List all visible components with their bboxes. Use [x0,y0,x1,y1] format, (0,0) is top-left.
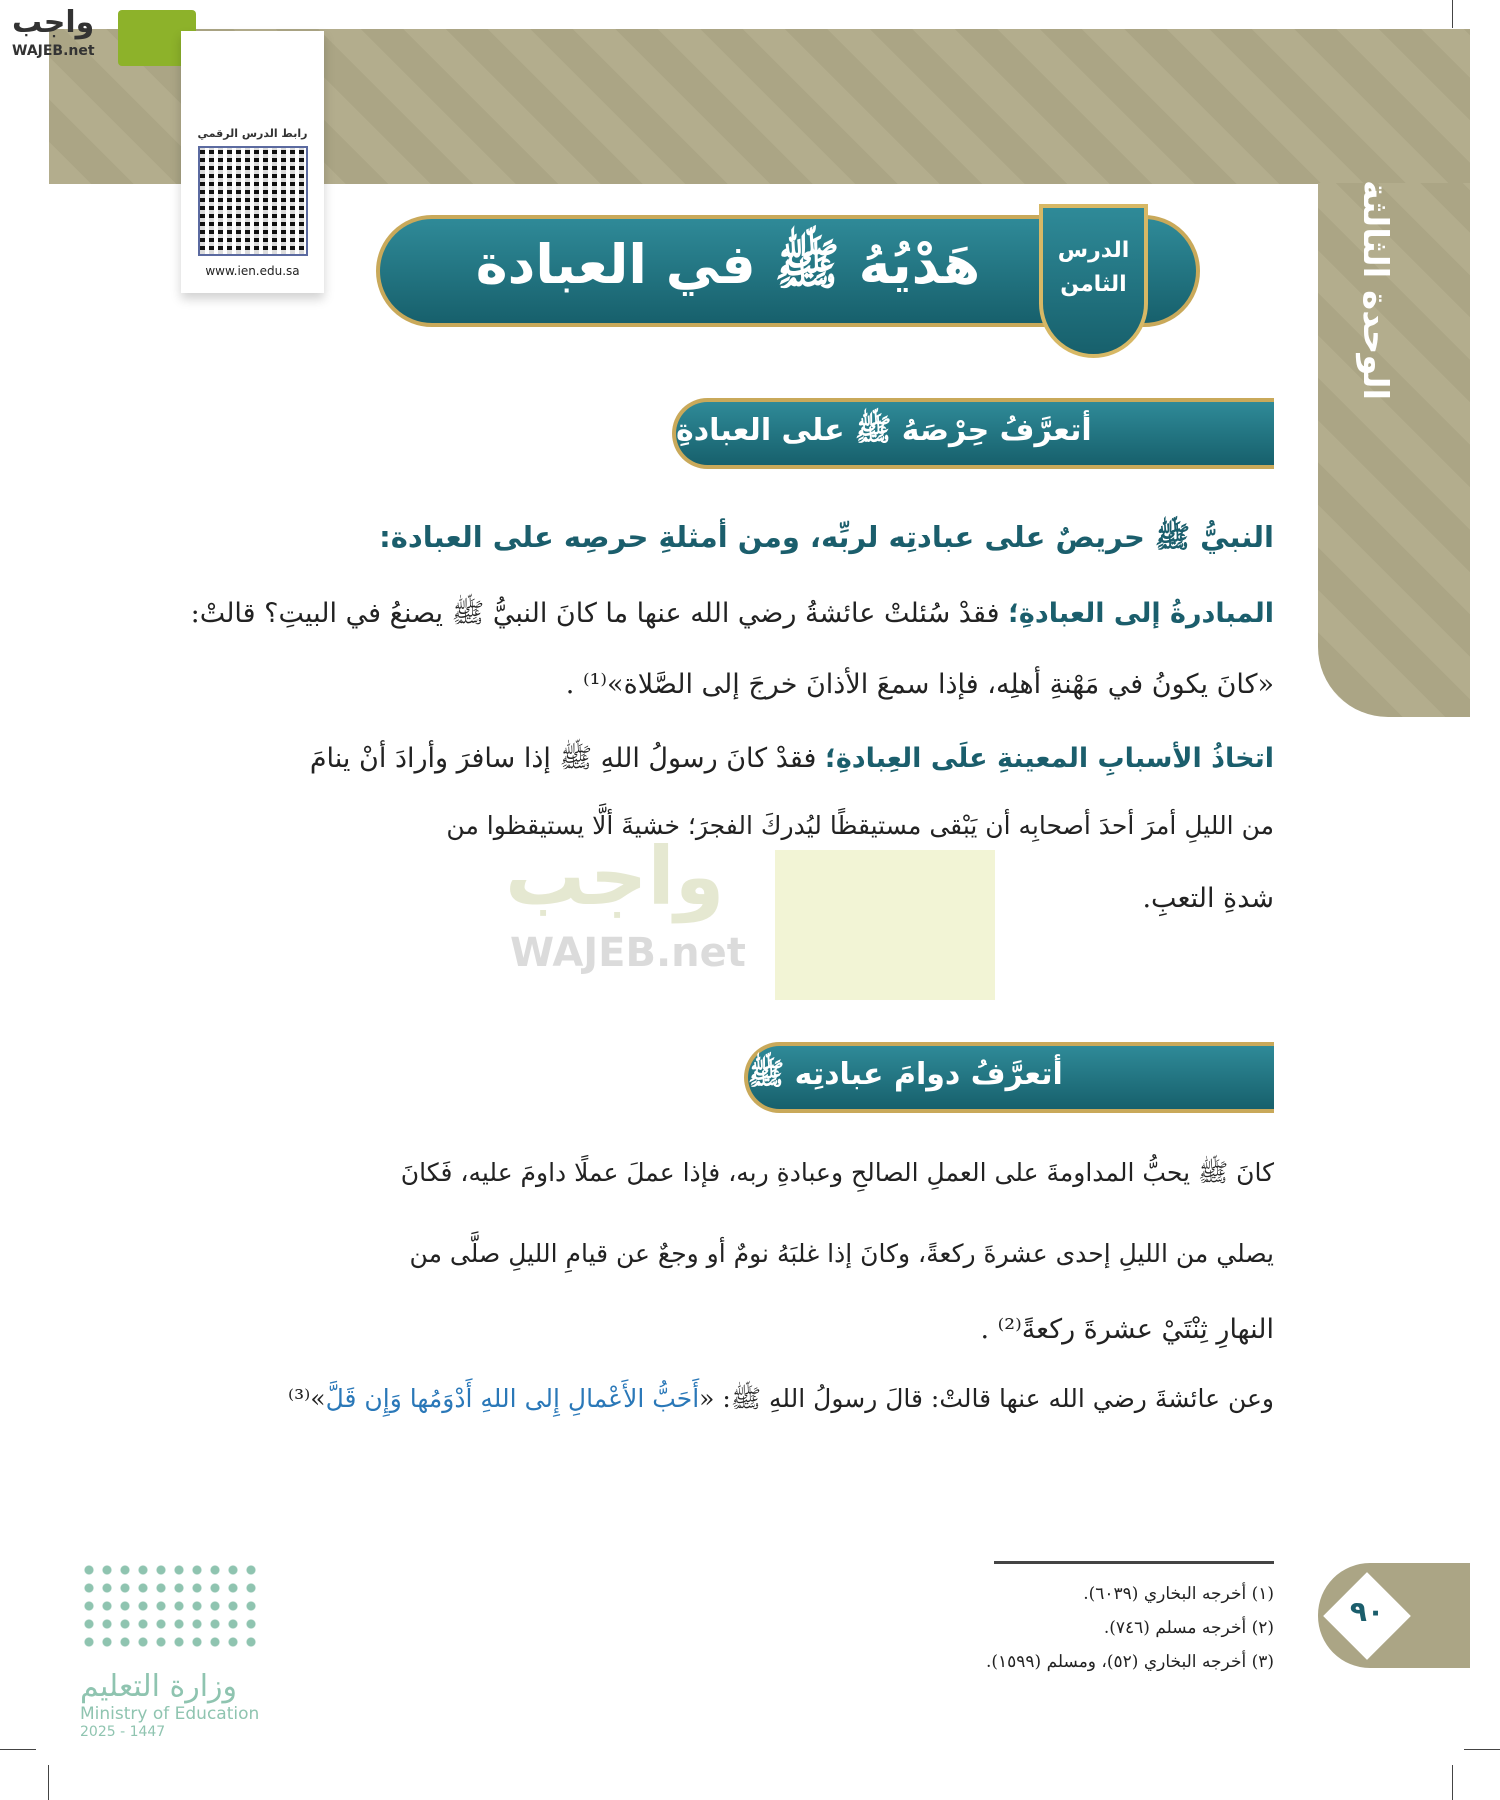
badge-line2: الثامن [1060,272,1127,297]
crop-mark [0,1749,36,1750]
wajeb-logo-ar: واجب [12,5,95,40]
ministry-year: 2025 - 1447 [80,1724,166,1740]
qr-code-icon[interactable] [198,146,308,256]
ministry-dots-icon [80,1561,260,1651]
hadith-text: أَحَبُّ الأَعْمالِ إِلى اللهِ أَدْوَمُها وَإِن قَلَّ [325,1384,700,1413]
section2-line2: يصلي من الليلِ إحدى عشرةَ ركعةً، وكانَ إذا غلبَهُ نومٌ أو وجعٌ عن قيامِ الليلِ صلَّى من [409,1239,1274,1268]
section2-heading: أتعرَّفُ دوامَ عبادتِه ﷺ [744,1042,1274,1113]
footnote-3: (٣) أخرجه البخاري (٥٢)، ومسلم (١٥٩٩). [985,1652,1274,1672]
ministry-name-en: Ministry of Education [80,1704,260,1724]
bullet1 [191,596,1274,636]
crop-mark [1464,1749,1500,1750]
badge-line1: الدرس [1057,238,1130,263]
section2-line3: النهارِ ثِنْتَيْ عشرةَ ركعةً⁽²⁾ . [980,1314,1274,1345]
crop-mark [1452,1765,1453,1800]
ministry-name-ar: وزارة التعليم [80,1669,238,1704]
qr-card[interactable] [181,31,324,293]
watermark [505,830,1005,1000]
bullet1-quote: «كانَ يكونُ في مَهْنةِ أهلِه، فإذا سمعَ الأذانَ خرجَ إلى الصَّلاة»⁽¹⁾ . [565,669,1274,700]
section2-line4 [288,1383,1274,1420]
bullet2-line2: من الليلِ أمرَ أحدَ أصحابِه أن يَبْقى مستيقظًا ليُدركَ الفجرَ؛ خشيةَ ألَّا يستيقظوا من [446,811,1274,840]
bullet2 [310,741,1274,781]
section1-lead: النبيُّ ﷺ حريصٌ على عبادتِه لربِّه، ومن أمثلةِ حرصِه على العبادة: [379,520,1274,554]
watermark-ar: واجب [505,830,725,923]
crop-mark [1452,0,1453,28]
wajeb-logo-en: WAJEB.net [12,43,95,59]
qr-url[interactable]: www.ien.edu.sa [205,264,300,278]
line4-suffix: »⁽³⁾ [287,1384,326,1413]
footnote-rule [994,1561,1274,1564]
page-number: ٩٠ [1349,1595,1385,1628]
footnote-2: (٢) أخرجه مسلم (٧٤٦). [1103,1618,1274,1638]
book-icon [775,850,995,1000]
wajeb-logo [10,5,190,65]
bullet1-title: المبادرةُ إلى العبادةِ؛ [1008,598,1274,629]
section1-heading: أتعرَّفُ حِرْصَهُ ﷺ على العبادةِ [672,398,1274,469]
bullet2-title: اتخاذُ الأسبابِ المعينةِ علَى العِبادةِ؛ [825,743,1274,774]
ministry-logo [80,1561,270,1740]
bullet2-text: فقدْ كانَ رسولُ اللهِ ﷺ إذا سافرَ وأرادَ أنْ ينامَ [309,743,817,774]
section2-line1: كانَ ﷺ يحبُّ المداومةَ على العملِ الصالحِ وعبادةِ ربه، فإذا عملَ عملًا داومَ عليه، فَكانَ [400,1158,1274,1187]
unit-title: الوحدة الثالثة [1355,180,1395,401]
footnote-1: (١) أخرجه البخاري (٦٠٣٩). [1083,1584,1274,1604]
qr-label: رابط الدرس الرقمي [197,127,308,140]
crop-mark [48,1765,49,1800]
lesson-badge [1039,204,1148,358]
line4-prefix: وعن عائشةَ رضي الله عنها قالتْ: قالَ رسولُ اللهِ ﷺ: « [699,1384,1274,1413]
bullet1-text: فقدْ سُئلتْ عائشةُ رضي الله عنها ما كانَ النبيُّ ﷺ يصنعُ في البيتِ؟ قالتْ: [190,598,1000,629]
watermark-en: WAJEB.net [510,930,746,976]
lesson-title: هَدْيُهُ ﷺ في العبادة [376,215,1200,327]
bullet2-line3: شدةِ التعبِ. [1142,883,1274,914]
